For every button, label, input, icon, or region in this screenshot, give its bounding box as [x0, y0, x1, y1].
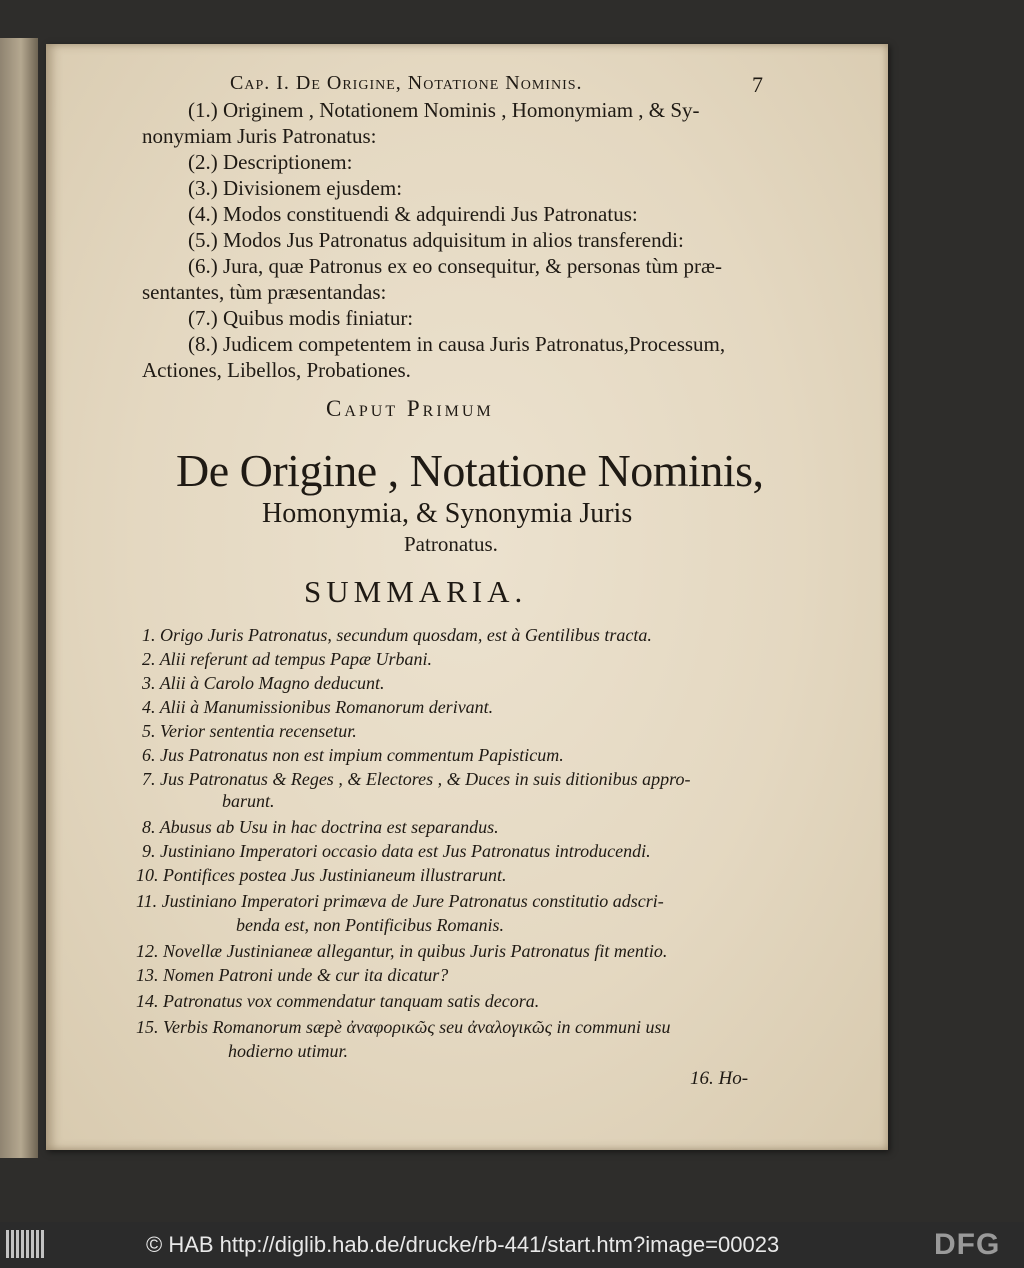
copyright-url[interactable]: © HAB http://diglib.hab.de/drucke/rb-441/start.htm?image=00023	[146, 1232, 780, 1257]
summary-text: Jus Patronatus non est impium commentum Papisticum.	[160, 745, 564, 765]
summary-item-8	[142, 816, 499, 838]
summary-text: Jus Patronatus & Reges , & Electores , & Duces in suis ditionibus appro-	[160, 769, 691, 789]
toc-item-6-cont: sentantes, tùm præsentandas:	[142, 280, 387, 304]
summary-item-11-cont: benda est, non Pontificibus Romanis.	[236, 915, 504, 935]
summary-number: 3.	[142, 673, 156, 693]
summary-text: Verior sententia recensetur.	[160, 721, 357, 741]
summary-item-9	[142, 840, 651, 862]
hab-barcode-logo-icon	[6, 1230, 48, 1260]
summary-text: Justiniano Imperatori occasio data est Jus Patronatus introducendi.	[160, 841, 651, 861]
dfg-logo: DFG	[934, 1228, 1001, 1261]
page-number: 7	[752, 72, 763, 97]
facing-page-edge	[0, 38, 38, 1158]
toc-item-1-cont: nonymiam Juris Patronatus:	[142, 124, 377, 148]
running-head: Cap. I. De Origine, Notatione Nominis.	[230, 72, 583, 94]
footer-bar	[0, 1222, 1024, 1268]
toc-item-8-cont: Actiones, Libellos, Probationes.	[142, 358, 411, 382]
summary-item-1	[142, 624, 652, 646]
summary-item-15	[136, 1016, 671, 1038]
summary-number: 6.	[142, 745, 156, 765]
summary-item-5	[142, 720, 357, 742]
summary-text: Origo Juris Patronatus, secundum quosdam, est à Gentilibus tracta.	[160, 625, 652, 645]
summary-number: 15.	[136, 1017, 159, 1037]
summary-item-3	[142, 672, 385, 694]
summary-number: 11.	[136, 891, 158, 911]
toc-item-5: (5.) Modos Jus Patronatus adquisitum in alios transferendi:	[188, 228, 684, 252]
summary-text: Alii à Carolo Magno deducunt.	[159, 673, 385, 693]
chapter-title-line-1: De Origine , Notatione Nominis,	[176, 445, 764, 496]
toc-item-6: (6.) Jura, quæ Patronus ex eo consequitur, & personas tùm præ-	[188, 254, 722, 278]
toc-item-1: (1.) Originem , Notationem Nominis , Homonymiam , & Sy-	[188, 98, 700, 122]
summary-number: 9.	[142, 841, 156, 861]
summary-number: 14.	[136, 991, 159, 1011]
toc-item-8: (8.) Judicem competentem in causa Juris Patronatus,Processum,	[188, 332, 726, 356]
summary-text: Alii referunt ad tempus Papæ Urbani.	[159, 649, 433, 669]
summary-number: 2.	[142, 649, 156, 669]
summary-item-13	[136, 964, 448, 986]
summary-item-2	[142, 648, 432, 670]
summary-item-7	[142, 768, 690, 790]
summary-text: Patronatus vox commendatur tanquam satis decora.	[163, 991, 540, 1011]
summary-text: Pontifices postea Jus Justinianeum illustrarunt.	[163, 865, 507, 885]
summary-number: 13.	[136, 965, 159, 985]
summary-number: 7.	[142, 769, 156, 789]
chapter-title-line-2: Homonymia, & Synonymia Juris	[262, 498, 633, 529]
summary-item-14	[136, 990, 539, 1012]
summary-number: 8.	[142, 817, 156, 837]
chapter-heading: Caput Primum	[326, 396, 494, 421]
summaria-heading: SUMMARIA.	[304, 574, 528, 609]
summary-item-7-cont: barunt.	[222, 791, 275, 811]
summary-number: 1.	[142, 625, 156, 645]
summary-text: Verbis Romanorum sæpè ἀναφορικῶς seu ἀναλογικῶς in communi usu	[163, 1017, 671, 1037]
summary-item-15-cont: hodierno utimur.	[228, 1041, 349, 1061]
summary-text: Abusus ab Usu in hac doctrina est separandus.	[159, 817, 499, 837]
chapter-title-line-3: Patronatus.	[404, 532, 498, 556]
toc-item-3: (3.) Divisionem ejusdem:	[188, 176, 403, 200]
toc-item-7: (7.) Quibus modis finiatur:	[188, 306, 414, 330]
summary-item-12	[136, 940, 667, 962]
summary-text: Nomen Patroni unde & cur ita dicatur?	[163, 965, 449, 985]
toc-item-4: (4.) Modos constituendi & adquirendi Jus Patronatus:	[188, 202, 638, 226]
summary-number: 12.	[136, 941, 159, 961]
summary-number: 4.	[142, 697, 156, 717]
summary-text: Justiniano Imperatori primæva de Jure Patronatus constitutio adscri-	[161, 891, 664, 911]
summary-item-10	[136, 864, 506, 886]
summary-item-6	[142, 744, 564, 766]
summary-item-11	[136, 890, 664, 912]
summary-text: Novellæ Justinianeæ allegantur, in quibus Juris Patronatus fit mentio.	[163, 941, 668, 961]
summary-number: 10.	[136, 865, 159, 885]
toc-item-2: (2.) Descriptionem:	[188, 150, 353, 174]
summary-text: Alii à Manumissionibus Romanorum derivant.	[159, 697, 494, 717]
summary-item-4	[142, 696, 493, 718]
summary-number: 5.	[142, 721, 156, 741]
catchword: 16. Ho-	[690, 1068, 749, 1089]
book-page	[46, 44, 888, 1150]
